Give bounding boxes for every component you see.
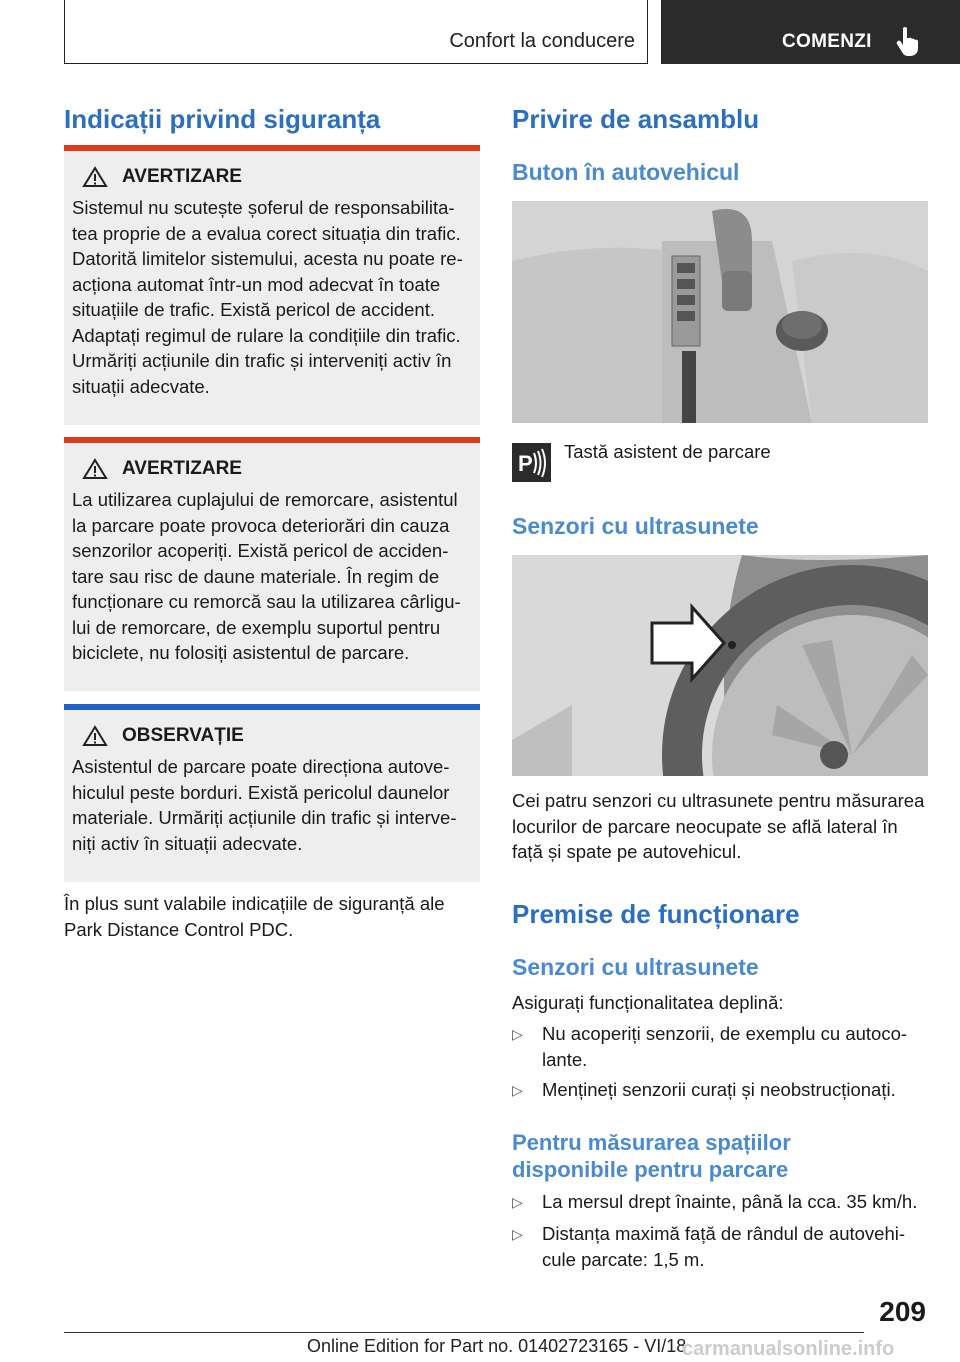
subheading-measure-line1: Pentru măsurarea spațiilor — [512, 1130, 791, 1155]
subheading-measure-line2: disponibile pentru parcare — [512, 1157, 789, 1182]
button-caption: Tastă asistent de parcare — [564, 441, 771, 462]
left-footer-text: În plus sunt valabile indicațiile de siguranță ale Park Distance Control PDC. — [64, 893, 445, 940]
note-box — [64, 704, 480, 882]
console-photo — [512, 201, 928, 423]
right-title: Privire de ansamblu — [512, 104, 760, 134]
warning-triangle-icon — [82, 725, 108, 747]
list-item: ▷ Distanța maximă față de rândul de autovehicule parcate: 1,5 m. — [512, 1223, 906, 1270]
pointing-hand-icon — [896, 26, 922, 56]
list-item: ▷ La mersul drept înainte, până la cca. 35 km/h. — [512, 1189, 932, 1215]
subheading-sensors: Senzori cu ultrasunete — [512, 513, 759, 539]
warning-1-title: AVERTIZARE — [122, 166, 242, 187]
sensor-description: Cei patru senzori cu ultrasunete pentru măsurarea locurilor de parcare neocupate se află lateral în față și spate pe autovehicul. — [512, 790, 925, 862]
requirements-title: Premise de funcționare — [512, 899, 800, 929]
warning-box-2 — [64, 437, 480, 691]
warning-2-text: La utilizarea cuplajului de remorcare, asistentul la parcare poate provoca deteriorări din cauza senzorilor acoperiți. Există pericol de accidentare sau risc de daune materiale. În regim de funcționare cu remorcă sau la utilizarea cârligului de remorcare, de exemplu suportul pentru biciclete, nu folosiți asistentul de parcare. — [72, 489, 461, 663]
warning-1-text: Sistemul nu scutește șoferul de responsabilitatea proprie de a evalua corect situația din trafic. Datorită limitelor sistemului, acesta nu poate reacționa automat într-un mod adecvat în toate situațiile de trafic. Există pericol de accident. Adaptați regimul de rulare la condițiile din trafic. Urmăriți acțiunile din trafic și interveniți activ în situații adecvate. — [72, 197, 463, 397]
warning-triangle-icon — [82, 458, 108, 480]
triangle-bullet-icon: ▷ — [512, 1082, 523, 1098]
svg-text:P: P — [518, 451, 533, 476]
park-assist-button-icon — [512, 443, 551, 482]
triangle-bullet-icon: ▷ — [512, 1026, 523, 1042]
header-tab-label: COMENZI — [782, 31, 872, 52]
subheading-button: Buton în autovehicul — [512, 159, 740, 185]
left-title: Indicații privind siguranța — [64, 104, 381, 134]
watermark: carmanualsonline.info — [682, 1338, 895, 1360]
list-item: ▷ Mențineți senzorii curați și neobstrucționați. — [512, 1077, 932, 1103]
note-text: Asistentul de parcare poate direcționa autovehiculul peste borduri. Există pericolul daunelor materiale. Urmăriți acțiunile din trafic și interveniți activ în situații adecvate. — [72, 756, 457, 854]
subheading-sensors-2: Senzori cu ultrasunete — [512, 954, 759, 980]
triangle-bullet-icon: ▷ — [512, 1226, 523, 1242]
warning-box-1 — [64, 145, 480, 425]
page-number: 209 — [879, 1296, 926, 1327]
note-title: OBSERVAȚIE — [122, 725, 244, 746]
edition-text: Online Edition for Part no. 01402723165 - VI/18 — [307, 1336, 687, 1356]
warning-2-title: AVERTIZARE — [122, 458, 242, 479]
warning-triangle-icon — [82, 166, 108, 188]
footer-divider — [64, 1332, 864, 1333]
triangle-bullet-icon: ▷ — [512, 1194, 523, 1210]
sensor-photo — [512, 555, 928, 776]
header-section-box — [64, 0, 648, 64]
header-section-title: Confort la conducere — [449, 30, 635, 52]
ensure-text: Asigurați funcționalitatea deplină: — [512, 992, 784, 1013]
list-item: ▷ Nu acoperiți senzorii, de exemplu cu autocolante. — [512, 1023, 908, 1070]
